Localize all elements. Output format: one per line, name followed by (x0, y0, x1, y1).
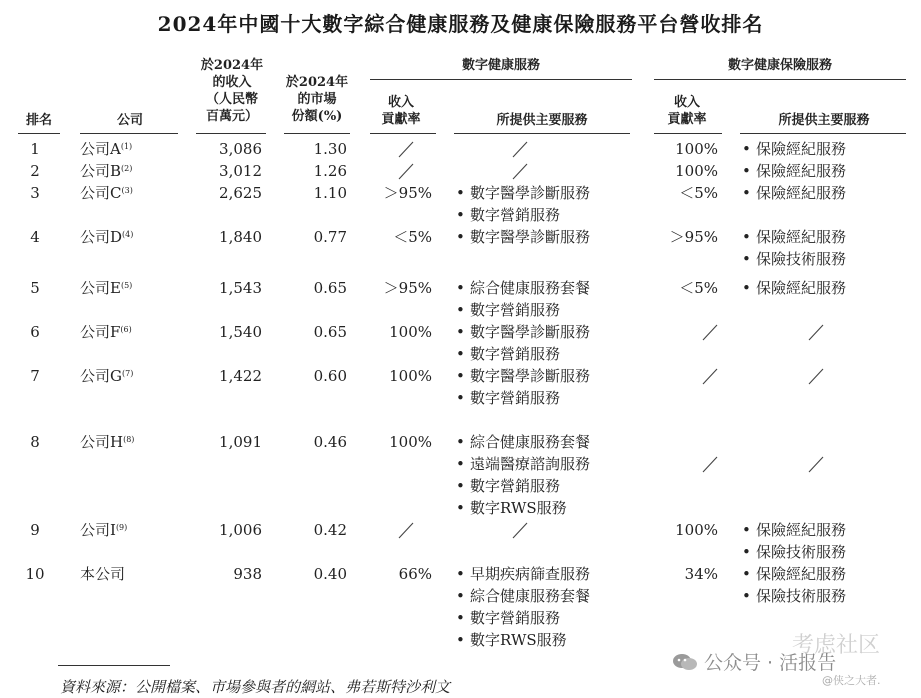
digital-service-item (456, 497, 567, 519)
table-cell-digital-contribution: 100% (389, 323, 432, 341)
company-footnote-ref: (6) (120, 325, 132, 334)
digital-service-label: 數字營銷服務 (470, 206, 561, 224)
bullet-icon: • (456, 184, 465, 202)
table-cell-market-share: 0.42 (313, 521, 347, 539)
digital-service-label: 數字醫學診斷服務 (470, 228, 591, 246)
digital-service-item (456, 563, 590, 585)
table-cell-rank: 2 (30, 162, 40, 180)
digital-service-item (456, 204, 560, 226)
company-footnote-ref: (7) (121, 369, 134, 378)
digital-service-label: 綜合健康服務套餐 (470, 433, 591, 451)
page-title: 2024年中國十大數字綜合健康服務及健康保險服務平台營收排名 (157, 12, 764, 36)
table-cell-digital-contribution: ＞95% (383, 279, 432, 297)
bullet-icon: • (742, 279, 751, 297)
insurance-service-label: 保險經紀服務 (756, 279, 847, 297)
bullet-icon: • (456, 206, 465, 224)
header-revenue-line: （人民幣 (205, 92, 258, 107)
table-cell-company (80, 519, 127, 541)
table-cell-rank: 7 (30, 367, 40, 385)
table-cell-company (80, 277, 132, 299)
insurance-service-label: 保險經紀服務 (756, 162, 847, 180)
rule-col-insurance-contrib (654, 133, 722, 134)
table-cell-revenue: 1,422 (219, 367, 262, 385)
insurance-service-label: 保險經紀服務 (756, 521, 847, 539)
company-footnote-ref: (5) (120, 281, 133, 290)
company-footnote-ref: (1) (120, 142, 133, 151)
insurance-service-item (742, 138, 846, 160)
insurance-service-item (742, 541, 846, 563)
digital-service-item (456, 365, 590, 387)
digital-service-label: 數字醫學診斷服務 (470, 184, 591, 202)
header-share-line: 於2024年 (285, 75, 349, 90)
rule-group-digital (370, 79, 632, 80)
watermark-wechat (672, 648, 836, 675)
table-cell-revenue: 1,543 (219, 279, 262, 297)
bullet-icon: • (742, 162, 751, 180)
digital-service-item (456, 607, 560, 629)
digital-service-label: 數字RWS服務 (470, 499, 567, 517)
table-cell-market-share: 0.65 (313, 323, 347, 341)
table-cell-market-share: 0.77 (313, 228, 347, 246)
bullet-icon: • (742, 140, 751, 158)
not-applicable-slash (510, 138, 530, 160)
digital-service-label: 數字營銷服務 (470, 389, 561, 407)
table-cell-revenue: 3,086 (219, 140, 262, 158)
table-cell-market-share: 1.30 (313, 140, 347, 158)
digital-service-label: 數字醫學診斷服務 (470, 323, 591, 341)
header-insurance-contribution (652, 94, 722, 128)
rule-col-revenue (196, 133, 266, 134)
source-note: 資料來源：公開檔案、市場參與者的網站、弗若斯特沙利文 (60, 678, 451, 696)
not-applicable-slash (700, 453, 720, 475)
table-cell-market-share: 0.46 (313, 433, 347, 451)
header-share-line: 的市場 (297, 92, 337, 107)
rule-col-company (80, 133, 178, 134)
bullet-icon: • (456, 389, 465, 407)
wechat-icon (672, 652, 698, 672)
digital-service-item (456, 585, 590, 607)
table-cell-insurance-contribution: ＜5% (679, 184, 718, 202)
header-company: 公司 (116, 113, 143, 128)
digital-service-item (456, 321, 590, 343)
bullet-icon: • (742, 228, 751, 246)
table-cell-insurance-contribution: 100% (675, 521, 718, 539)
watermark-wechat-text: 公众号 · 活报告 (704, 652, 837, 674)
bullet-icon: • (456, 609, 465, 627)
digital-service-label: 綜合健康服務套餐 (470, 587, 591, 605)
bullet-icon: • (456, 301, 465, 319)
bullet-icon: • (742, 250, 751, 268)
table-cell-rank: 9 (30, 521, 40, 539)
table-cell-market-share: 1.10 (313, 184, 347, 202)
insurance-service-label: 保險技術服務 (756, 543, 847, 561)
table-cell-market-share: 0.65 (313, 279, 347, 297)
header-insurance-services: 所提供主要服務 (778, 113, 870, 128)
watermark-forum: 考虑社区 (792, 633, 881, 658)
insurance-service-item (742, 585, 846, 607)
bullet-icon: • (456, 587, 465, 605)
table-cell-revenue: 1,540 (219, 323, 262, 341)
header-rank: 排名 (25, 113, 52, 128)
digital-service-label: 數字RWS服務 (470, 631, 567, 649)
company-name: 公司G (80, 367, 122, 385)
company-footnote-ref: (4) (122, 230, 134, 239)
digital-service-item (456, 629, 567, 651)
table-cell-rank: 10 (25, 565, 45, 583)
table-cell-rank: 5 (30, 279, 40, 297)
table-cell-rank: 4 (30, 228, 40, 246)
bullet-icon: • (456, 228, 465, 246)
not-applicable-slash (700, 365, 720, 387)
table-cell-rank: 6 (30, 323, 40, 341)
bullet-icon: • (742, 587, 751, 605)
table-cell-market-share: 1.26 (313, 162, 347, 180)
digital-service-item (456, 277, 590, 299)
header-share-line: 份額(%) (291, 109, 343, 124)
not-applicable-slash (396, 160, 416, 182)
header-revenue-line: 的收入 (212, 75, 252, 90)
company-name: 公司E (80, 279, 121, 297)
table-cell-rank: 3 (30, 184, 40, 202)
rule-col-share (284, 133, 350, 134)
table-cell-company (80, 431, 134, 453)
header-group-digital-insurance: 數字健康保險服務 (727, 58, 832, 73)
company-footnote-ref: (8) (123, 435, 135, 444)
table-cell-revenue: 938 (233, 565, 262, 583)
insurance-service-item (742, 226, 846, 248)
rule-col-digital-services (454, 133, 630, 134)
header-revenue-line: 於2024年 (200, 58, 264, 73)
table-cell-market-share: 0.60 (313, 367, 347, 385)
insurance-service-item (742, 519, 846, 541)
insurance-service-item (742, 182, 846, 204)
insurance-service-item (742, 277, 846, 299)
not-applicable-slash (396, 519, 416, 541)
header-share (282, 74, 352, 125)
company-name: 本公司 (80, 565, 126, 583)
bullet-icon: • (456, 279, 465, 297)
table-cell-market-share: 0.40 (313, 565, 347, 583)
insurance-service-item (742, 248, 846, 270)
bullet-icon: • (456, 477, 465, 495)
bullet-icon: • (742, 184, 751, 202)
digital-service-item (456, 226, 590, 248)
digital-service-item (456, 343, 560, 365)
table-cell-revenue: 1,091 (219, 433, 262, 451)
digital-service-label: 遠端醫療諮詢服務 (470, 455, 591, 473)
bullet-icon: • (456, 345, 465, 363)
company-name: 公司H (80, 433, 124, 451)
digital-service-label: 數字醫學診斷服務 (470, 367, 591, 385)
table-cell-insurance-contribution: ＜5% (679, 279, 718, 297)
bullet-icon: • (742, 543, 751, 561)
digital-service-item (456, 387, 560, 409)
table-cell-company (80, 160, 132, 182)
bullet-icon: • (742, 521, 751, 539)
digital-service-item (456, 475, 560, 497)
table-cell-company (80, 182, 133, 204)
table-cell-rank: 1 (30, 140, 40, 158)
bullet-icon: • (456, 499, 465, 517)
header-digital-contribution (366, 94, 436, 128)
table-cell-rank: 8 (30, 433, 40, 451)
table-cell-digital-contribution: 66% (398, 565, 432, 583)
insurance-service-label: 保險經紀服務 (756, 565, 847, 583)
table-cell-revenue: 1,840 (219, 228, 262, 246)
company-name: 公司I (80, 521, 116, 539)
insurance-service-label: 保險技術服務 (756, 250, 847, 268)
bullet-icon: • (456, 565, 465, 583)
rule-col-insurance-services (740, 133, 906, 134)
rule-group-insurance (654, 79, 906, 80)
company-name: 公司C (80, 184, 122, 202)
company-name: 公司B (80, 162, 122, 180)
insurance-service-item (742, 160, 846, 182)
source-rule (58, 665, 170, 666)
table-cell-company (80, 563, 125, 585)
table-cell-revenue: 2,625 (219, 184, 262, 202)
header-digital-services: 所提供主要服務 (496, 113, 588, 128)
company-name: 公司D (80, 228, 123, 246)
table-cell-digital-contribution: 100% (389, 367, 432, 385)
table-cell-insurance-contribution: 100% (675, 140, 718, 158)
digital-service-item (456, 299, 560, 321)
header-revenue-line: 百萬元） (205, 109, 258, 124)
table-cell-company (80, 321, 132, 343)
header-contrib-line: 貢獻率 (381, 112, 421, 127)
not-applicable-slash (510, 160, 530, 182)
digital-service-item (456, 182, 590, 204)
table-cell-insurance-contribution: ＞95% (669, 228, 718, 246)
digital-service-label: 綜合健康服務套餐 (470, 279, 591, 297)
rule-col-rank (18, 133, 60, 134)
digital-service-label: 數字營銷服務 (470, 301, 561, 319)
company-name: 公司A (80, 140, 121, 158)
insurance-service-label: 保險經紀服務 (756, 140, 847, 158)
table-cell-insurance-contribution: 34% (684, 565, 718, 583)
rule-col-digital-contrib (370, 133, 436, 134)
table-cell-digital-contribution: ＜5% (393, 228, 432, 246)
table-cell-company (80, 138, 132, 160)
not-applicable-slash (700, 321, 720, 343)
company-footnote-ref: (3) (121, 186, 133, 195)
company-name: 公司F (80, 323, 121, 341)
table-cell-company (80, 365, 133, 387)
header-contrib-line: 收入 (387, 95, 414, 110)
not-applicable-slash (806, 365, 826, 387)
insurance-service-label: 保險經紀服務 (756, 184, 847, 202)
table-cell-company (80, 226, 133, 248)
insurance-service-item (742, 563, 846, 585)
table-cell-revenue: 3,012 (219, 162, 262, 180)
digital-service-label: 數字營銷服務 (470, 609, 561, 627)
bullet-icon: • (456, 455, 465, 473)
header-revenue (192, 57, 272, 125)
insurance-service-label: 保險技術服務 (756, 587, 847, 605)
company-footnote-ref: (2) (121, 164, 133, 173)
company-footnote-ref: (9) (115, 523, 128, 532)
digital-service-item (456, 431, 590, 453)
bullet-icon: • (456, 631, 465, 649)
bullet-icon: • (742, 565, 751, 583)
digital-service-label: 早期疾病篩查服務 (470, 565, 591, 583)
insurance-service-label: 保險經紀服務 (756, 228, 847, 246)
header-contrib-line: 收入 (673, 95, 700, 110)
not-applicable-slash (396, 138, 416, 160)
table-cell-insurance-contribution: 100% (675, 162, 718, 180)
digital-service-label: 數字營銷服務 (470, 345, 561, 363)
not-applicable-slash (510, 519, 530, 541)
watermark-handle: @侠之大者. (822, 674, 881, 687)
bullet-icon: • (456, 367, 465, 385)
not-applicable-slash (806, 453, 826, 475)
digital-service-item (456, 453, 590, 475)
table-cell-digital-contribution: ＞95% (383, 184, 432, 202)
header-group-digital-health: 數字健康服務 (461, 58, 540, 73)
header-contrib-line: 貢獻率 (667, 112, 707, 127)
not-applicable-slash (806, 321, 826, 343)
table-cell-digital-contribution: 100% (389, 433, 432, 451)
bullet-icon: • (456, 433, 465, 451)
bullet-icon: • (456, 323, 465, 341)
table-cell-revenue: 1,006 (219, 521, 262, 539)
digital-service-label: 數字營銷服務 (470, 477, 561, 495)
